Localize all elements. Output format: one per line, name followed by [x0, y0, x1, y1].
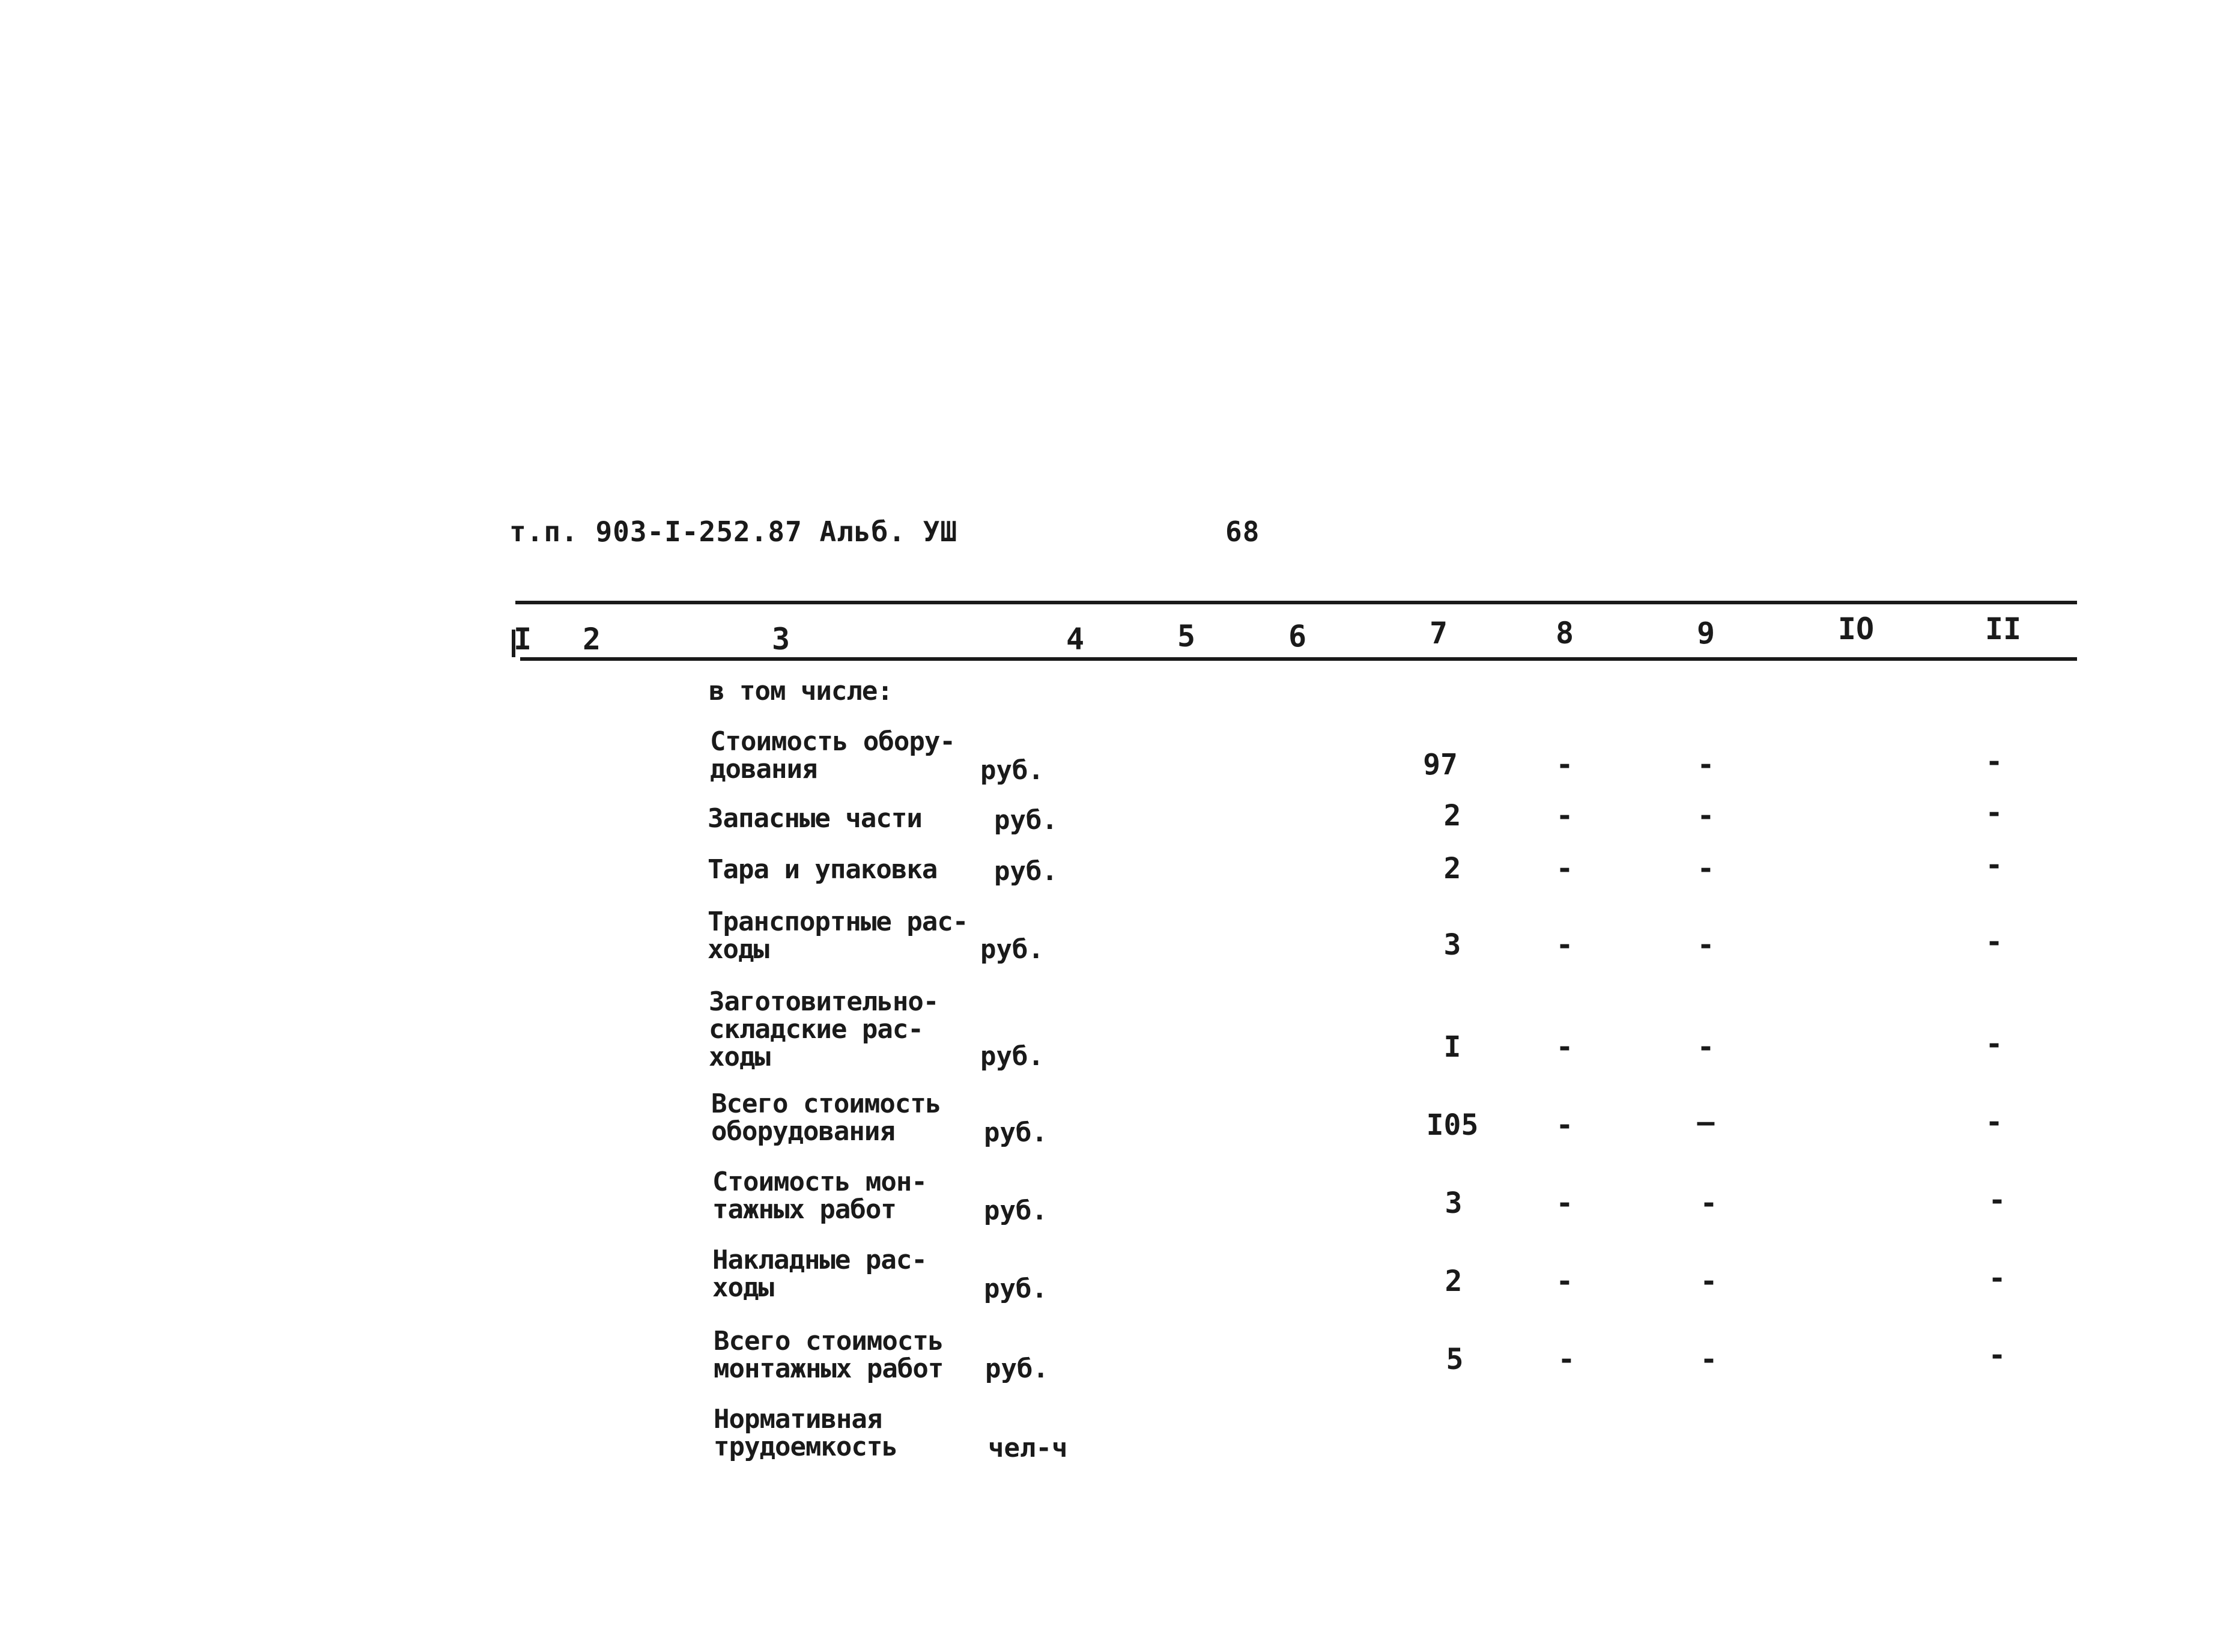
row-col11-value: - [1985, 1105, 2003, 1139]
row-label: Стоимость мон- тажных работ [712, 1167, 927, 1225]
row-col8-value: - [1556, 1186, 1574, 1220]
column-number: 9 [1696, 616, 1715, 651]
table-top-rule [515, 601, 2077, 604]
column-number: 2 [582, 622, 601, 657]
row-col11-value: - [1988, 1183, 2006, 1217]
column-number: II [1985, 612, 2022, 646]
column-number: 5 [1177, 619, 1196, 654]
row-unit: руб. [984, 1117, 1048, 1148]
row-col9-value: - [1697, 799, 1715, 833]
row-col8-value: - [1556, 852, 1574, 885]
column-number: 6 [1288, 619, 1307, 654]
row-col8-value: - [1556, 1265, 1574, 1298]
row-label: Нормативная трудоемкость [714, 1404, 897, 1462]
row-label: Транспортные рас- ходы [708, 906, 968, 965]
column-number: I [513, 622, 532, 657]
row-col7-value: 3 [1443, 928, 1461, 962]
column-number: IO [1837, 612, 1875, 646]
row-col9-value: — [1697, 1105, 1715, 1139]
row-col9-value: - [1700, 1265, 1718, 1298]
row-unit: чел-ч [988, 1433, 1068, 1463]
row-col7-value: 2 [1445, 1265, 1463, 1298]
row-unit: руб. [980, 1041, 1044, 1072]
column-number: 4 [1066, 622, 1085, 657]
row-col8-value: - [1556, 1108, 1574, 1142]
row-label: Накладные рас- ходы [712, 1245, 927, 1303]
row-col8-value: - [1557, 1343, 1575, 1376]
row-col9-value: - [1697, 928, 1715, 962]
row-label: Запасные части [708, 803, 922, 834]
row-label: Заготовительно- складские рас- ходы [709, 986, 939, 1072]
row-col11-value: - [1985, 848, 2003, 882]
row-col7-value: 3 [1445, 1186, 1463, 1220]
row-unit: руб. [980, 755, 1044, 786]
row-col9-value: - [1700, 1343, 1718, 1376]
row-col8-value: - [1556, 748, 1574, 782]
row-col7-value: I05 [1426, 1108, 1479, 1142]
row-col11-value: - [1985, 1027, 2003, 1061]
row-label: Всего стоимость оборудования [711, 1089, 941, 1147]
row-col11-value: - [1985, 796, 2003, 830]
column-number: 7 [1429, 616, 1448, 651]
row-col7-value: 97 [1423, 748, 1458, 782]
row-col8-value: - [1556, 1030, 1574, 1064]
row-col11-value: - [1985, 925, 2003, 959]
row-col8-value: - [1556, 928, 1574, 962]
column-number: 8 [1555, 616, 1574, 651]
row-unit: руб. [980, 934, 1044, 965]
row-col9-value: - [1697, 748, 1715, 782]
row-unit: руб. [984, 1274, 1048, 1304]
table-header-bottom-rule [520, 657, 2077, 661]
row-col9-value: - [1697, 1030, 1715, 1064]
row-col9-value: - [1700, 1186, 1718, 1220]
row-col7-value: I [1443, 1030, 1461, 1064]
row-unit: руб. [984, 1195, 1048, 1226]
column-number: 3 [771, 622, 790, 657]
row-label: Всего стоимость монтажных работ [714, 1326, 944, 1384]
row-label: Стоимость обору- дования [710, 726, 955, 785]
document-reference: т.п. 903-I-252.87 Альб. УШ [509, 515, 958, 548]
row-col7-value: 5 [1446, 1343, 1464, 1376]
row-col11-value: - [1988, 1262, 2006, 1295]
page-number: 68 [1225, 515, 1260, 548]
row-col9-value: - [1697, 852, 1715, 885]
row-unit: руб. [994, 856, 1058, 887]
row-label: Тара и упаковка [708, 854, 938, 885]
row-unit: руб. [994, 805, 1058, 836]
row-col7-value: 2 [1443, 852, 1461, 885]
row-unit: руб. [985, 1353, 1049, 1384]
row-col11-value: - [1985, 745, 2003, 779]
row-col11-value: - [1988, 1338, 2006, 1372]
row-col7-value: 2 [1443, 799, 1461, 833]
table-intro: в том числе: [709, 676, 893, 706]
row-col8-value: - [1556, 799, 1574, 833]
